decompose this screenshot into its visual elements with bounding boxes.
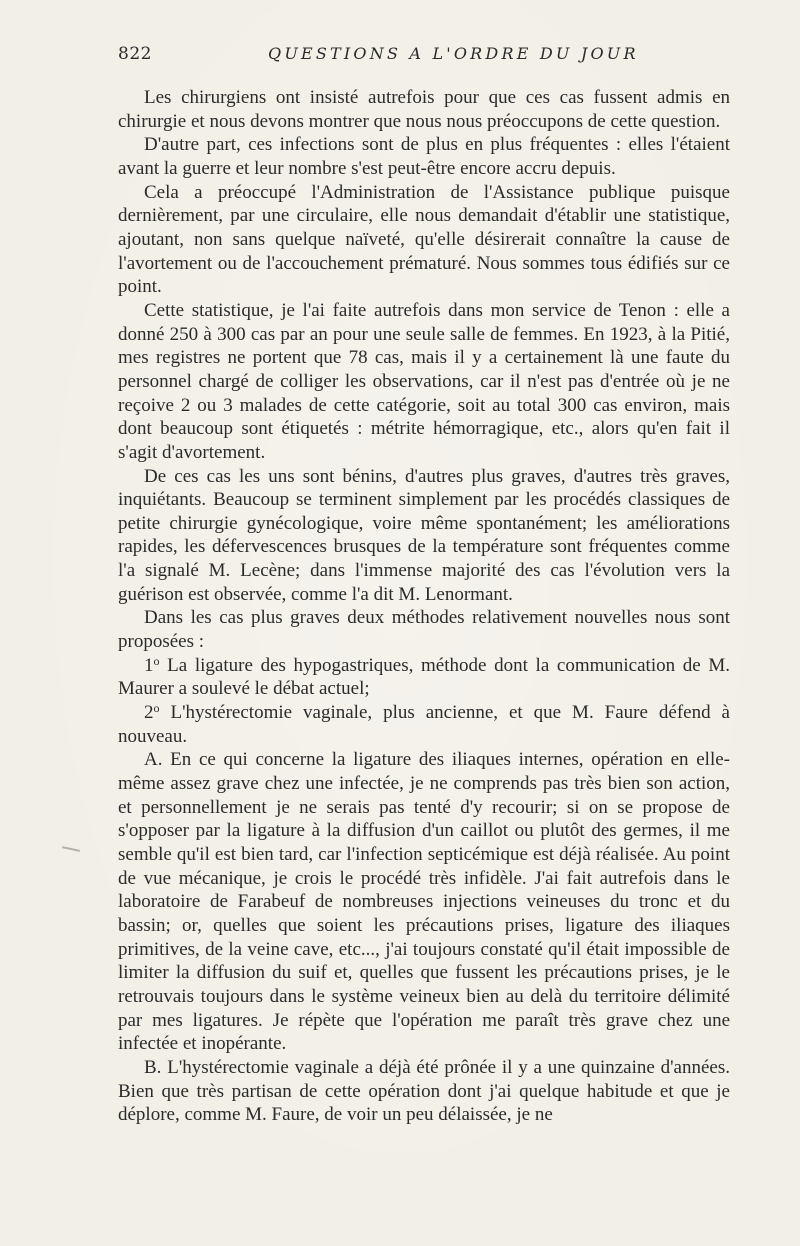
body-text	[118, 86, 730, 1127]
list-item	[118, 654, 730, 701]
list-item-text: L'hystérectomie vaginale, plus ancienne, et que M. Faure défend à nouveau.	[118, 702, 730, 747]
page-number: 822	[118, 44, 152, 64]
ordinal-marker: o	[153, 701, 160, 716]
paragraph: Les chirurgiens ont insisté autrefois pour que ces cas fussent admis en chirurgie et nous devons montrer que nous nous préoccupons de cette question.	[118, 87, 730, 132]
running-head	[118, 44, 730, 70]
paragraph: Cela a préoccupé l'Administration de l'Assistance publique puisque dernièrement, par une circulaire, elle nous demandait d'établir une statistique, ajoutant, non sans quelque naïveté, qu'elle désirerait connaître la cause de l'avortement ou de l'accouchement prématuré. Nous sommes tous édifiés sur ce point.	[118, 181, 730, 298]
ordinal-marker: o	[153, 653, 160, 668]
section-a-paragraph: A. En ce qui concerne la ligature des iliaques internes, opération en elle-même assez grave chez une infectée, je ne comprends pas très bien son action, et personnellement je ne serais pas tenté d'y recourir; si on se propose de s'opposer par la ligature à la diffusion d'un caillot ou plutôt des germes, il me semble qu'il est bien tard, car l'infection septicémique est déjà réalisée. Au point de vue mécanique, je crois le procédé très infidèle. J'ai fait autrefois dans le laboratoire de Farabeuf de nombreuses injections veineuses du tronc et du bassin; or, quelles que soient les précautions prises, ligature des iliaques primitives, de la veine cave, etc..., j'ai toujours constaté qu'il était impossible de limiter la diffusion du suif et, quelles que fussent les précautions prises, je le retrouvais toujours dans le système veineux bien au delà du territoire délimité par mes ligatures. Je répète que l'opération me paraît très grave chez une infectée et inopérante.	[118, 749, 730, 1055]
list-item	[118, 701, 730, 748]
list-number: 1	[144, 654, 154, 676]
section-b-paragraph: B. L'hystérectomie vaginale a déjà été prônée il y a une quinzaine d'années. Bien que très partisan de cette opération dont j'ai quelque habitude et que je déplore, comme M. Faure, de voir un peu délaissée, je ne	[118, 1056, 730, 1126]
margin-pencil-mark	[62, 846, 80, 852]
paragraph: Dans les cas plus graves deux méthodes relativement nouvelles nous sont proposées :	[118, 607, 730, 653]
list-number: 2	[144, 702, 154, 724]
list-item-text: La ligature des hypogastriques, méthode dont la communication de M. Maurer a soulevé le débat actuel;	[118, 654, 731, 700]
paragraph: D'autre part, ces infections sont de plus en plus fréquentes : elles l'étaient avant la guerre et leur nombre s'est peut-être encore accru depuis.	[118, 134, 730, 179]
paragraph: De ces cas les uns sont bénins, d'autres plus graves, d'autres très graves, inquiétants. Beaucoup se terminent simplement par les procédés classiques de petite chirurgie gynécologique, voire même spontanément; les améliorations rapides, les défervescences brusques de la température sont fréquentes comme l'a signalé M. Lecène; dans l'immense majorité des cas l'évolution vers la guérison est observée, comme l'a dit M. Lenormant.	[118, 465, 730, 605]
running-head-title: QUESTIONS A L'ORDRE DU JOUR	[268, 44, 639, 63]
paragraph: Cette statistique, je l'ai faite autrefois dans mon service de Tenon : elle a donné 250 à 300 cas par an pour une seule salle de femmes. En 1923, à la Pitié, mes registres ne portent que 78 cas, mais il y a certainement là une faute du personnel chargé de colliger les observations, car il n'est pas d'entrée où je ne reçoive 2 ou 3 malades de cette catégorie, soit au total 300 cas environ, mais dont beaucoup sont étiquetés : métrite hémorragique, etc., alors qu'en fait il s'agit d'avortement.	[118, 299, 730, 463]
